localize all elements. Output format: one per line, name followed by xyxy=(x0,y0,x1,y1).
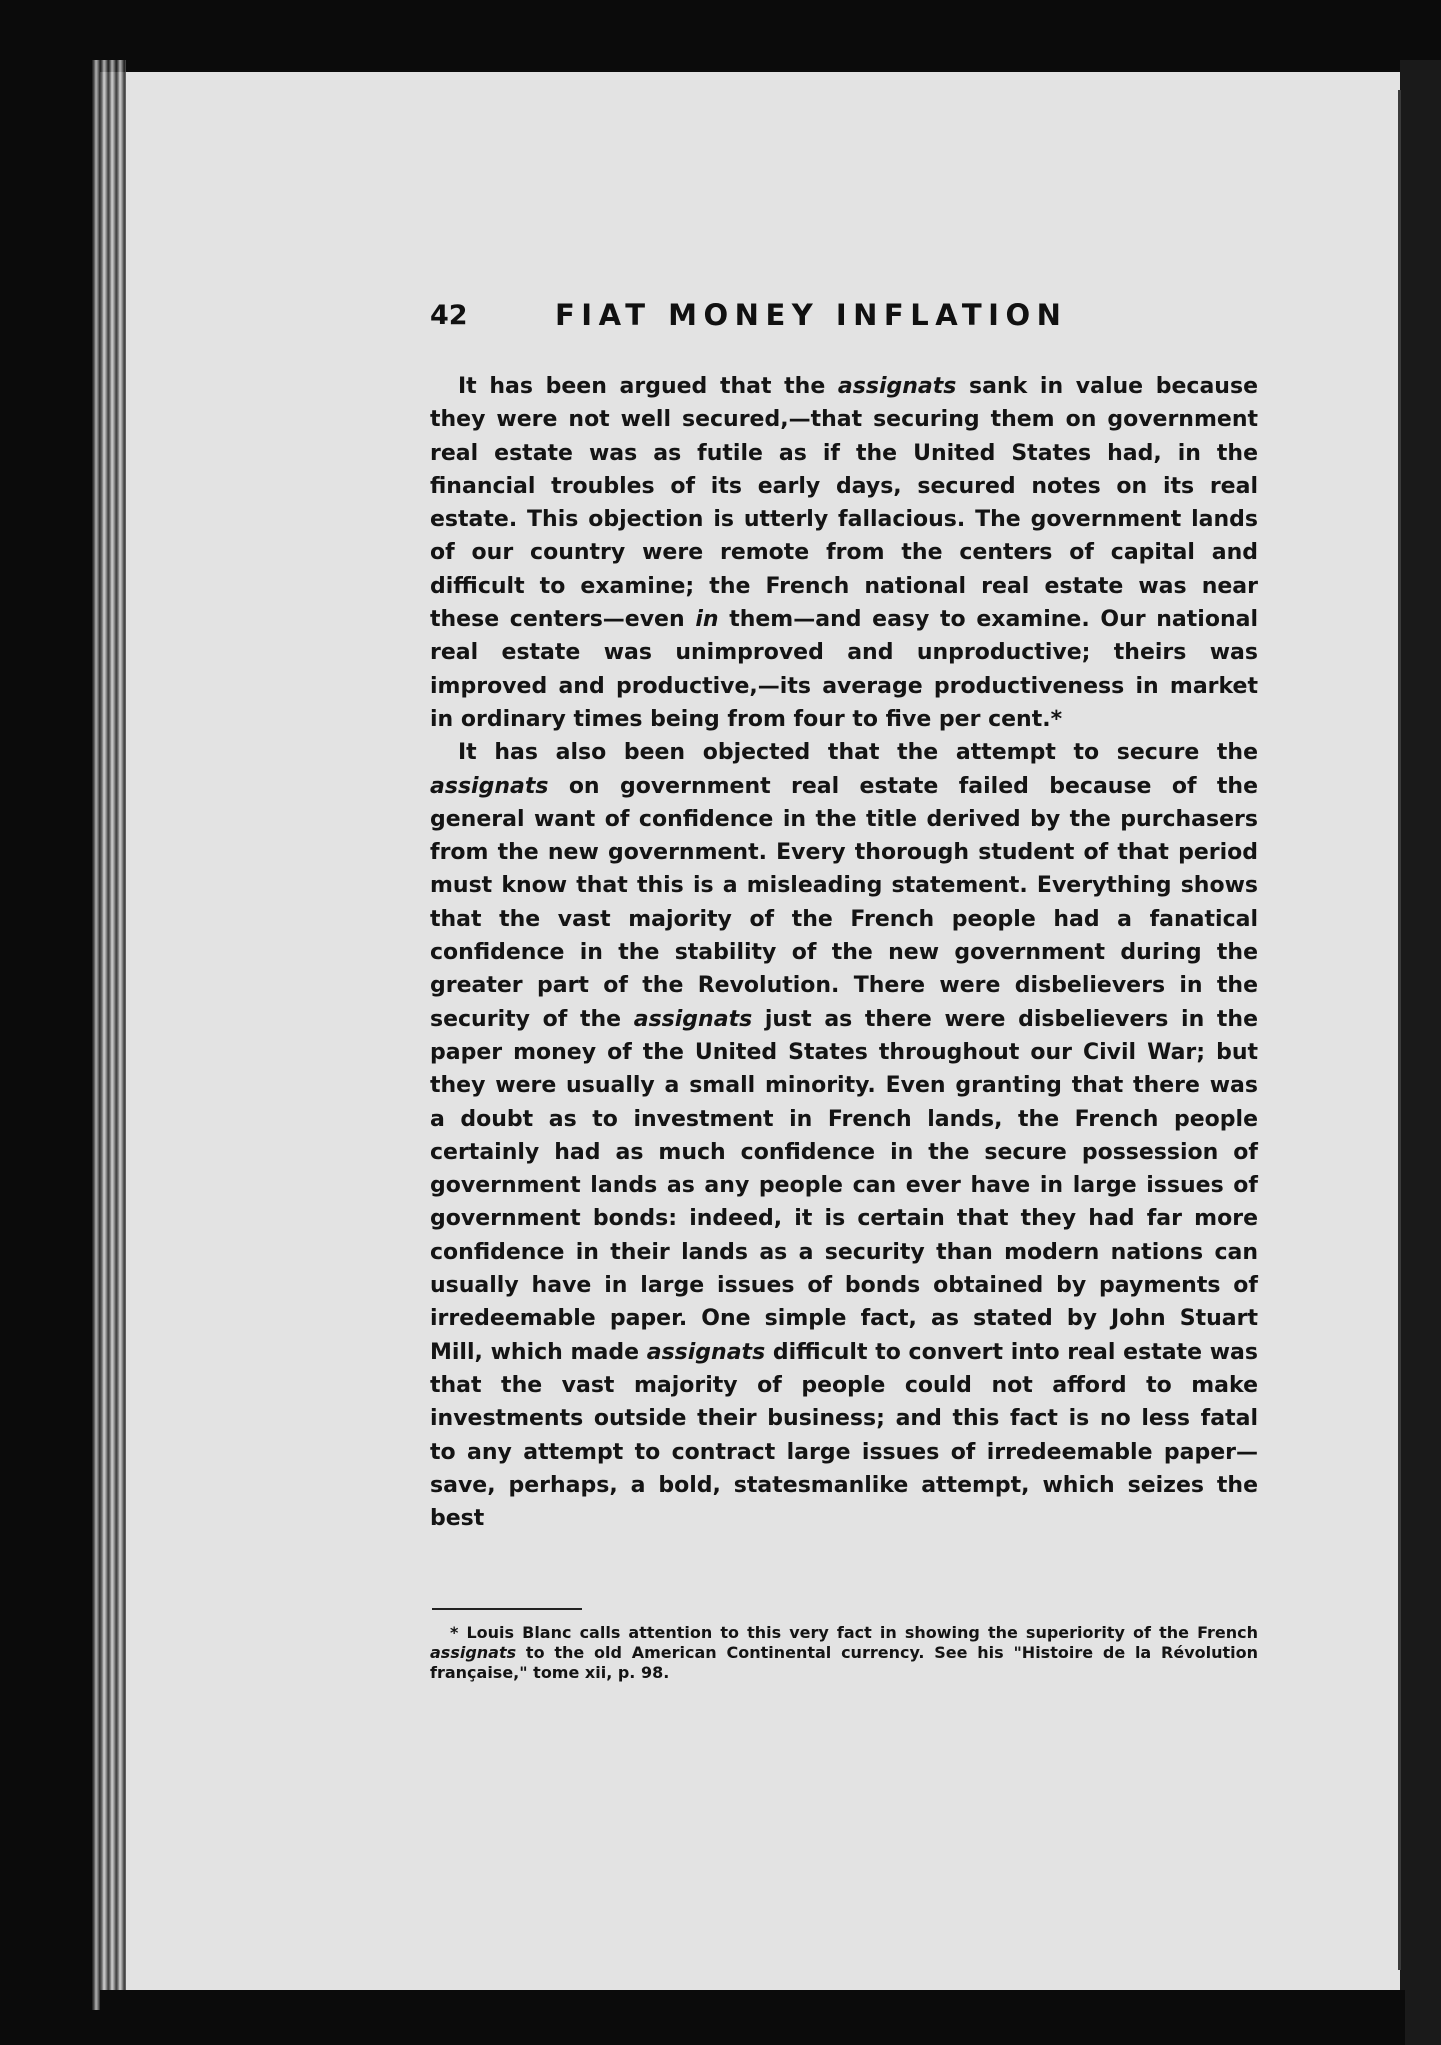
page-header xyxy=(430,300,1130,340)
italic-term: assignats xyxy=(633,1006,753,1032)
italic-term: in xyxy=(695,607,719,633)
page-edge-left xyxy=(92,60,126,2010)
book-gutter-right xyxy=(1400,60,1441,2045)
page-number: 42 xyxy=(430,300,468,331)
paragraph: It has been argued that the assignats sank in value because they were not well secured,—that securing them on government real estate was as futile as if the United States had, in the financial troubles of its early days, secured notes on its real estate. This objection is utterly fallacious. The government lands of our country were remote from the centers of capital and difficult to examine; the French national real estate was near these centers—even in them—and easy to examine. Our national real estate was unimproved and unproductive; theirs was improved and productive,—its average productiveness in market in ordinary times being from four to five per cent.* xyxy=(430,374,1258,732)
paragraph: It has also been objected that the attempt to secure the assignats on government real estate failed because of the general want of confidence in the title derived by the purchasers from the new government. Every thorough student of that period must know that this is a misleading statement. Everything shows that the vast majority of the French people had a fanatical confidence in the stability of the new government during the greater part of the Revolution. There were disbelievers in the security of the assignats just as there were disbelievers in the paper money of the United States throughout our Civil War; but they were usually a small minority. Even granting that there was a doubt as to investment in French lands, the French people certainly had as much confidence in the secure possession of government lands as any people can ever have in large issues of government bonds: indeed, it is certain that they had far more confidence in their lands as a security than modern nations can usually have in large issues of bonds obtained by payments of irredeemable paper. One simple fact, as stated by John Stuart Mill, which made assignats difficult to convert into real estate was that the vast majority of people could not afford to make investments outside their business; and this fact is no less fatal to any attempt to contract large issues of irredeemable paper—save, perhaps, a bold, statesmanlike attempt, which seizes the best xyxy=(430,740,1258,1532)
footnote xyxy=(430,1623,1258,1683)
bottom-shadow xyxy=(100,1990,1405,2045)
footnote-divider xyxy=(432,1608,582,1610)
facing-page-edge xyxy=(1398,90,1401,1970)
italic-term: assignats xyxy=(837,374,957,399)
body-text xyxy=(430,370,1258,1535)
italic-term: assignats xyxy=(430,1643,517,1662)
italic-term: assignats xyxy=(646,1339,766,1365)
italic-term: assignats xyxy=(430,773,549,799)
footnote-text: * Louis Blanc calls attention to this very fact in showing the superiority of the French assignats to the old American Continental currency. See his "Histoire de la Révolution française," tome xii, p. 98. xyxy=(430,1623,1258,1682)
running-title: FIAT MONEY INFLATION xyxy=(555,298,1068,332)
